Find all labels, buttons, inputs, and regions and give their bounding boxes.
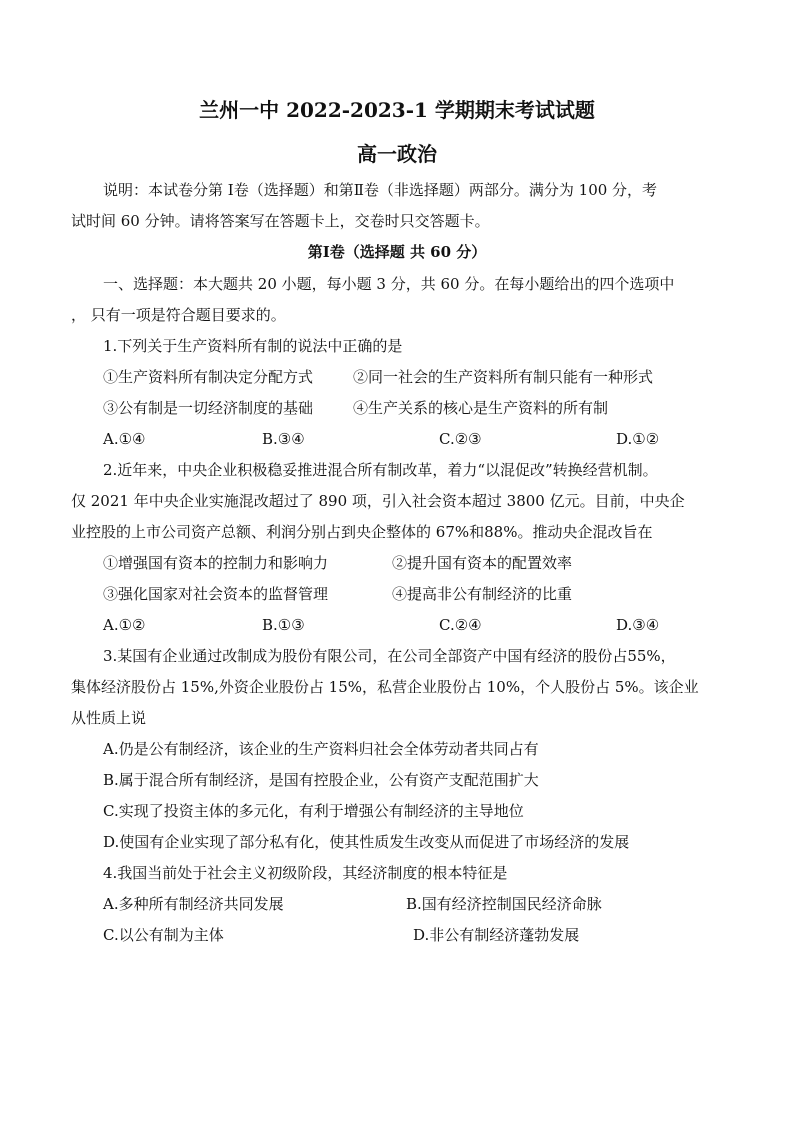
q1-option-b: B.③④ xyxy=(262,430,305,448)
q3-option-a: A.仍是公有制经济，该企业的生产资料归社会全体劳动者共同占有 xyxy=(103,740,539,758)
section-intro-line-2: ， 只有一项是符合题目要求的。 xyxy=(71,306,286,324)
subject-title: 高一政治 xyxy=(357,142,437,166)
q3-option-d: D.使国有企业实现了部分私有化，使其性质发生改变从而促进了市场经济的发展 xyxy=(103,833,630,851)
q3-stem-line-1: 3.某国有企业通过改制成为股份有限公司，在公司全部资产中国有经济的股份占55%， xyxy=(103,647,676,665)
q2-item-1: ①增强国有资本的控制力和影响力 xyxy=(103,554,329,572)
exam-title: 兰州一中 2022-2023-1 学期期末考试试题 xyxy=(199,98,595,122)
instructions-line-2: 试时间 60 分钟。请将答案写在答题卡上，交卷时只交答题卡。 xyxy=(71,212,490,230)
q2-option-a: A.①② xyxy=(103,616,146,634)
q1-item-2: ②同一社会的生产资料所有制只能有一种形式 xyxy=(353,368,654,386)
instructions-line-1: 说明：本试卷分第 Ⅰ卷（选择题）和第Ⅱ卷（非选择题）两部分。满分为 100 分，考 xyxy=(103,181,658,199)
q2-option-d: D.③④ xyxy=(616,616,660,634)
q2-stem-line-1: 2.近年来，中央企业积极稳妥推进混合所有制改革，着力“以混促改”转换经营机制。 xyxy=(103,461,658,479)
q2-option-b: B.①③ xyxy=(262,616,305,634)
q2-item-4: ④提高非公有制经济的比重 xyxy=(392,585,573,603)
q1-item-1: ①生产资料所有制决定分配方式 xyxy=(103,368,314,386)
q4-option-a: A.多种所有制经济共同发展 xyxy=(103,895,284,913)
q1-item-4: ④生产关系的核心是生产资料的所有制 xyxy=(353,399,609,417)
q3-option-c: C.实现了投资主体的多元化，有利于增强公有制经济的主导地位 xyxy=(103,802,524,820)
q4-option-d: D.非公有制经济蓬勃发展 xyxy=(413,926,580,944)
q2-item-2: ②提升国有资本的配置效率 xyxy=(392,554,573,572)
q2-stem-line-2: 仅 2021 年中央企业实施混改超过了 890 项，引入社会资本超过 3800 亿元。目前，中央企 xyxy=(71,492,685,510)
q4-option-b: B.国有经济控制国民经济命脉 xyxy=(406,895,602,913)
q1-option-d: D.①② xyxy=(616,430,660,448)
q2-item-3: ③强化国家对社会资本的监督管理 xyxy=(103,585,329,603)
q4-option-c: C.以公有制为主体 xyxy=(103,926,224,944)
q2-stem-line-3: 业控股的上市公司资产总额、利润分别占到央企整体的 67%和88%。推动央企混改旨在 xyxy=(71,523,653,541)
section-heading: 第Ⅰ卷（选择题 共 60 分） xyxy=(307,243,487,261)
q1-option-c: C.②③ xyxy=(439,430,482,448)
q2-option-c: C.②④ xyxy=(439,616,482,634)
section-intro-line-1: 一、选择题：本大题共 20 小题，每小题 3 分，共 60 分。在每小题给出的四个选项中 xyxy=(103,275,675,293)
q4-stem: 4.我国当前处于社会主义初级阶段，其经济制度的根本特征是 xyxy=(103,864,508,882)
q1-stem: 1.下列关于生产资料所有制的说法中正确的是 xyxy=(103,337,403,355)
q3-stem-line-3: 从性质上说 xyxy=(71,709,147,727)
q3-stem-line-2: 集体经济股份占 15%,外资企业股份占 15%，私营企业股份占 10%，个人股份占 5%。该企业 xyxy=(71,678,699,696)
q1-item-3: ③公有制是一切经济制度的基础 xyxy=(103,399,314,417)
q1-option-a: A.①④ xyxy=(103,430,146,448)
q3-option-b: B.属于混合所有制经济，是国有控股企业，公有资产支配范围扩大 xyxy=(103,771,539,789)
